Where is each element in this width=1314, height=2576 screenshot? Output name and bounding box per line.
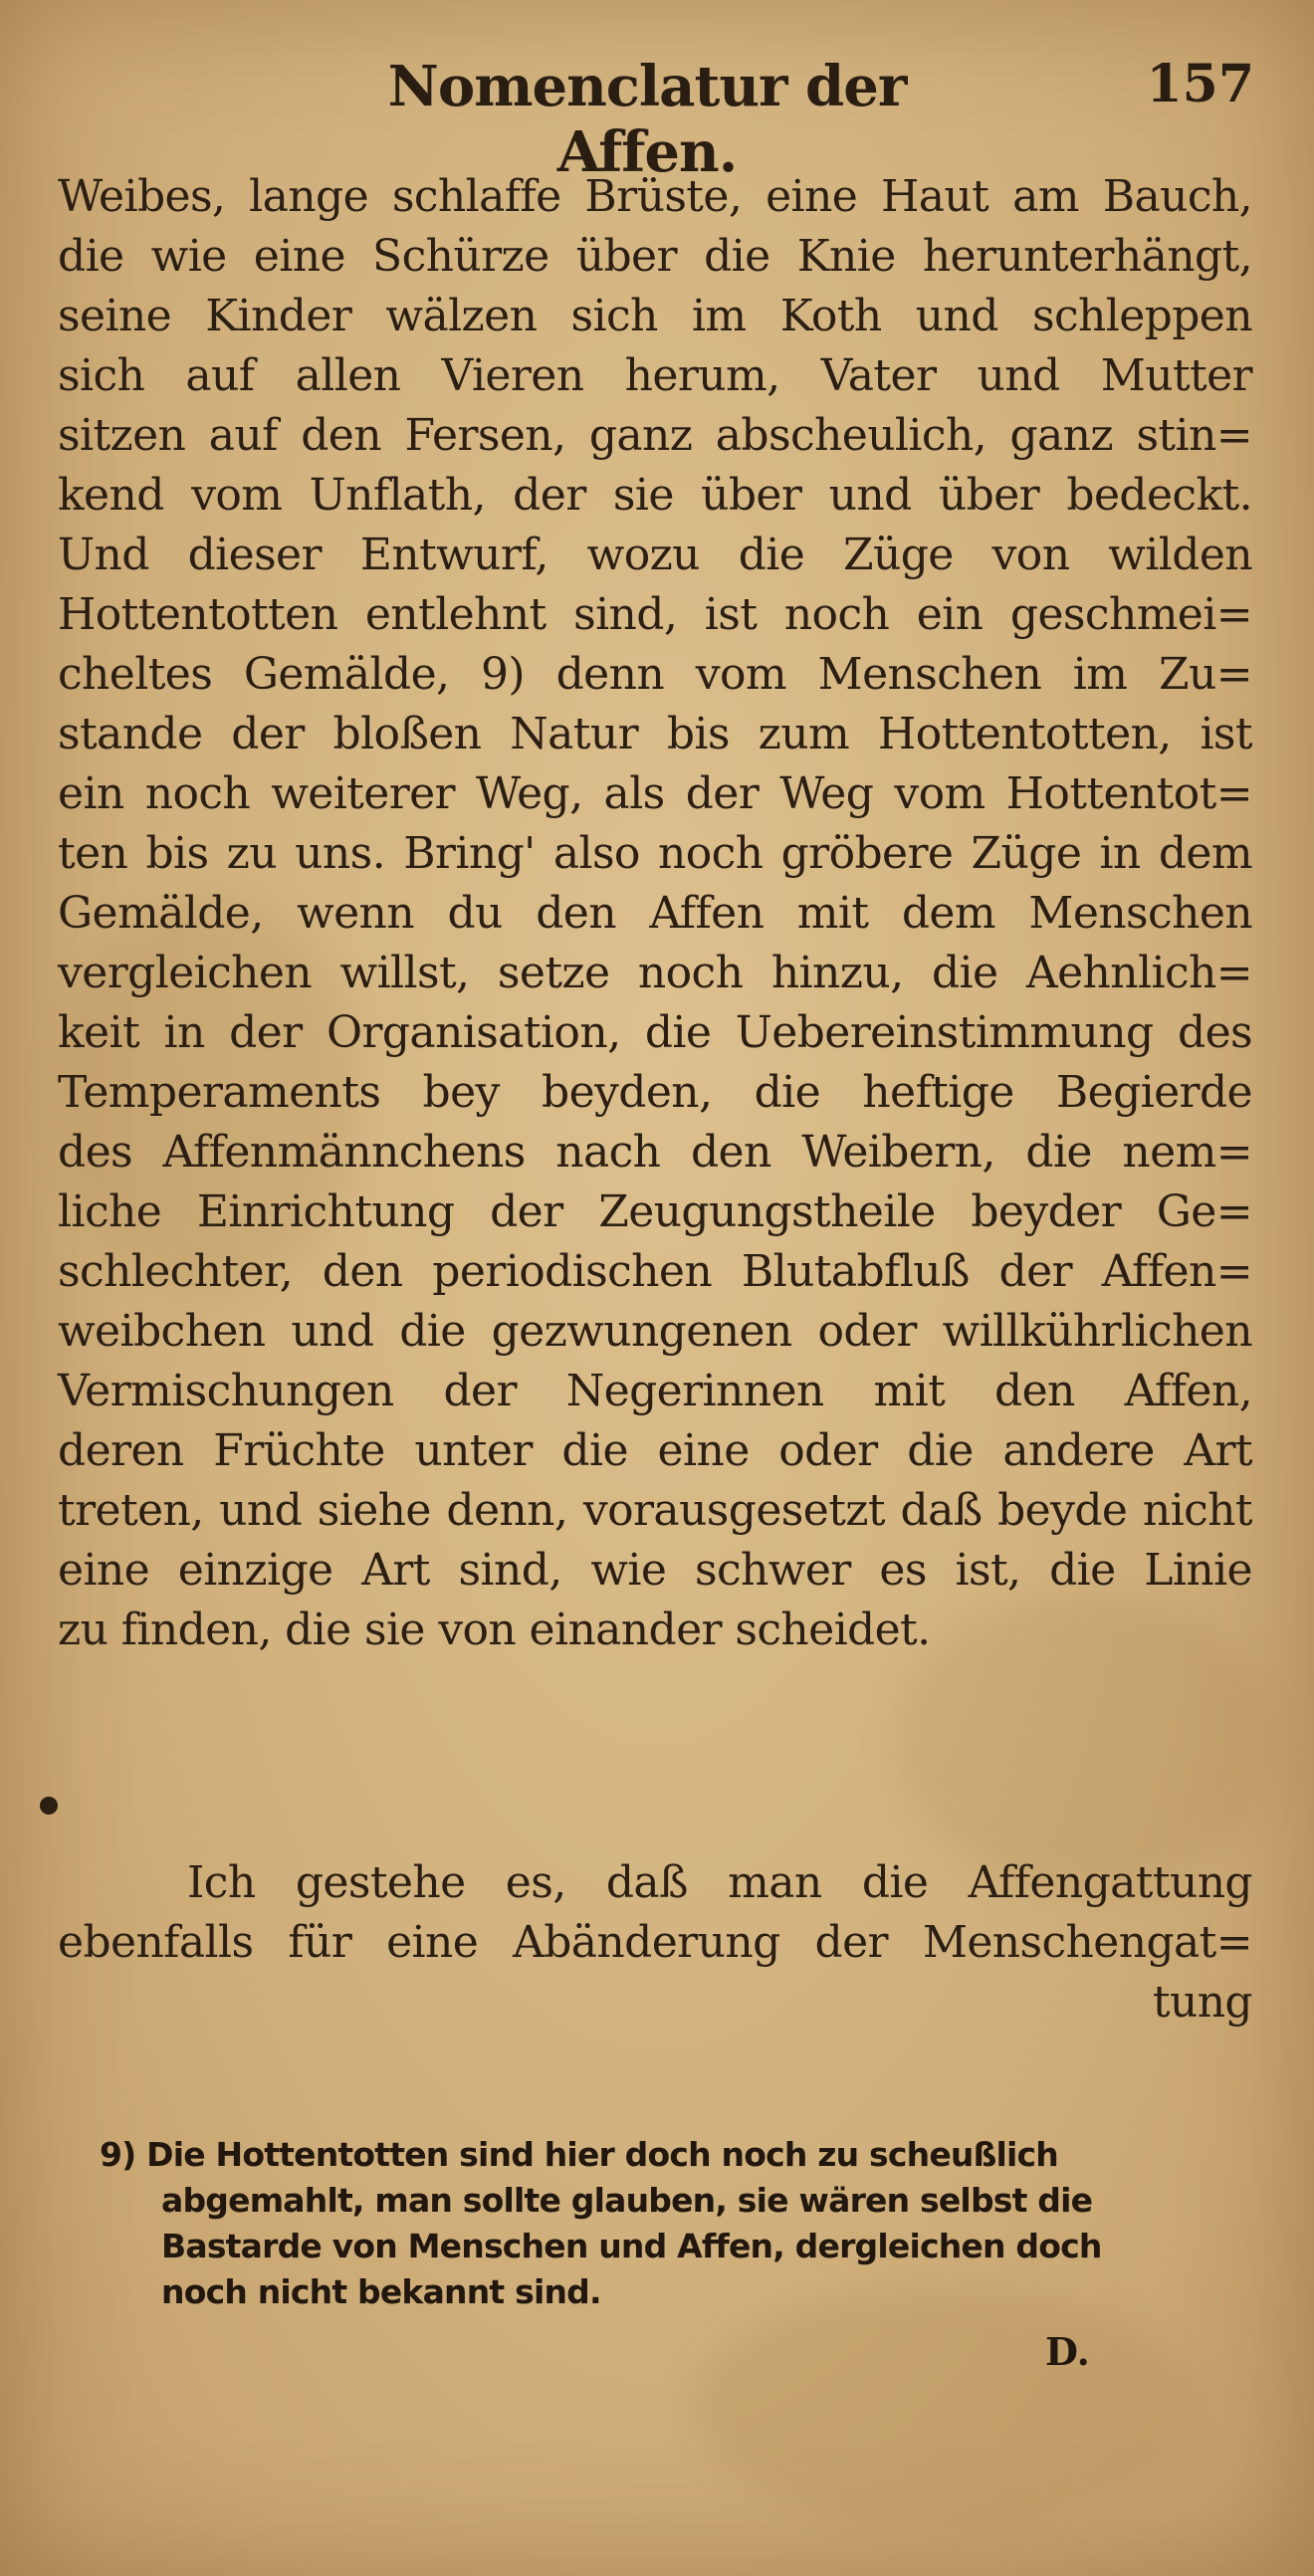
text-line: kend vom Unflath, der sie über und über bedeckt. — [58, 470, 1252, 521]
text-line: ein noch weiterer Weg, als der Weg vom Hottentot= — [58, 768, 1252, 819]
text-line: Und dieser Entwurf, wozu die Züge von wilden — [58, 530, 1252, 580]
text-line: sitzen auf den Fersen, ganz abscheulich, ganz stin= — [58, 410, 1252, 461]
text-line: Gemälde, wenn du den Affen mit dem Menschen — [58, 888, 1252, 939]
text-line: deren Früchte unter die eine oder die andere Art — [58, 1425, 1252, 1476]
text-line: liche Einrichtung der Zeugungstheile beyder Ge= — [58, 1186, 1252, 1237]
text-line: zu finden, die sie von einander scheidet. — [58, 1605, 931, 1655]
text-line: ten bis zu uns. Bring' also noch gröbere Züge in dem — [58, 828, 1252, 879]
text-line: ebenfalls für eine Abänderung der Menschengat= — [58, 1917, 1252, 1968]
catchword: tung — [1152, 1977, 1252, 2028]
page-header — [0, 42, 1314, 185]
text-line: Hottentotten entlehnt sind, ist noch ein geschmei= — [58, 589, 1252, 640]
text-line: sich auf allen Vieren herum, Vater und Mutter — [58, 350, 1252, 401]
text-line: cheltes Gemälde, 9) denn vom Menschen im Zu= — [58, 649, 1252, 700]
text-line: die wie eine Schürze über die Knie herunterhängt, — [58, 231, 1252, 282]
footnote-line: noch nicht bekannt sind. — [161, 2272, 601, 2311]
footnote-line: 9) Die Hottentotten sind hier doch noch zu scheußlich — [100, 2135, 1059, 2174]
text-line: stande der bloßen Natur bis zum Hottentotten, ist — [58, 709, 1252, 759]
text-line: keit in der Organisation, die Uebereinstimmung des — [58, 1007, 1252, 1058]
footnote-line: Bastarde von Menschen und Affen, dergleichen doch — [161, 2227, 1102, 2265]
text-line: weibchen und die gezwungenen oder willkührlichen — [58, 1306, 1252, 1357]
ink-dot — [40, 1797, 58, 1815]
footnote — [100, 2132, 1264, 2315]
text-line: Weibes, lange schlaffe Brüste, eine Haut am Bauch, — [58, 171, 1252, 222]
footnote-line: abgemahlt, man sollte glauben, sie wären selbst die — [161, 2181, 1093, 2220]
paper-stain — [697, 2289, 1195, 2528]
text-line: schlechter, den periodischen Blutabfluß der Affen= — [58, 1246, 1252, 1297]
page-number: 157 — [1146, 54, 1254, 114]
text-line: Vermischungen der Negerinnen mit den Affen, — [58, 1366, 1252, 1416]
paragraph-second — [58, 1853, 1252, 2033]
text-line: des Affenmännchens nach den Weibern, die nem= — [58, 1127, 1252, 1178]
text-line: Temperaments bey beyden, die heftige Begierde — [58, 1067, 1252, 1118]
text-line: vergleichen willst, setze noch hinzu, die Aehnlich= — [58, 948, 1252, 998]
running-title: Nomenclatur der Affen. — [387, 54, 907, 185]
footnote-signature: D. — [1045, 2329, 1090, 2374]
text-line: Ich gestehe es, daß man die Affengattung — [187, 1857, 1252, 1908]
text-line: eine einzige Art sind, wie schwer es ist, die Linie — [58, 1545, 1252, 1596]
text-line: seine Kinder wälzen sich im Koth und schleppen — [58, 291, 1252, 341]
text-line: treten, und siehe denn, vorausgesetzt daß beyde nicht — [58, 1485, 1252, 1536]
paragraph-main — [58, 167, 1252, 1660]
